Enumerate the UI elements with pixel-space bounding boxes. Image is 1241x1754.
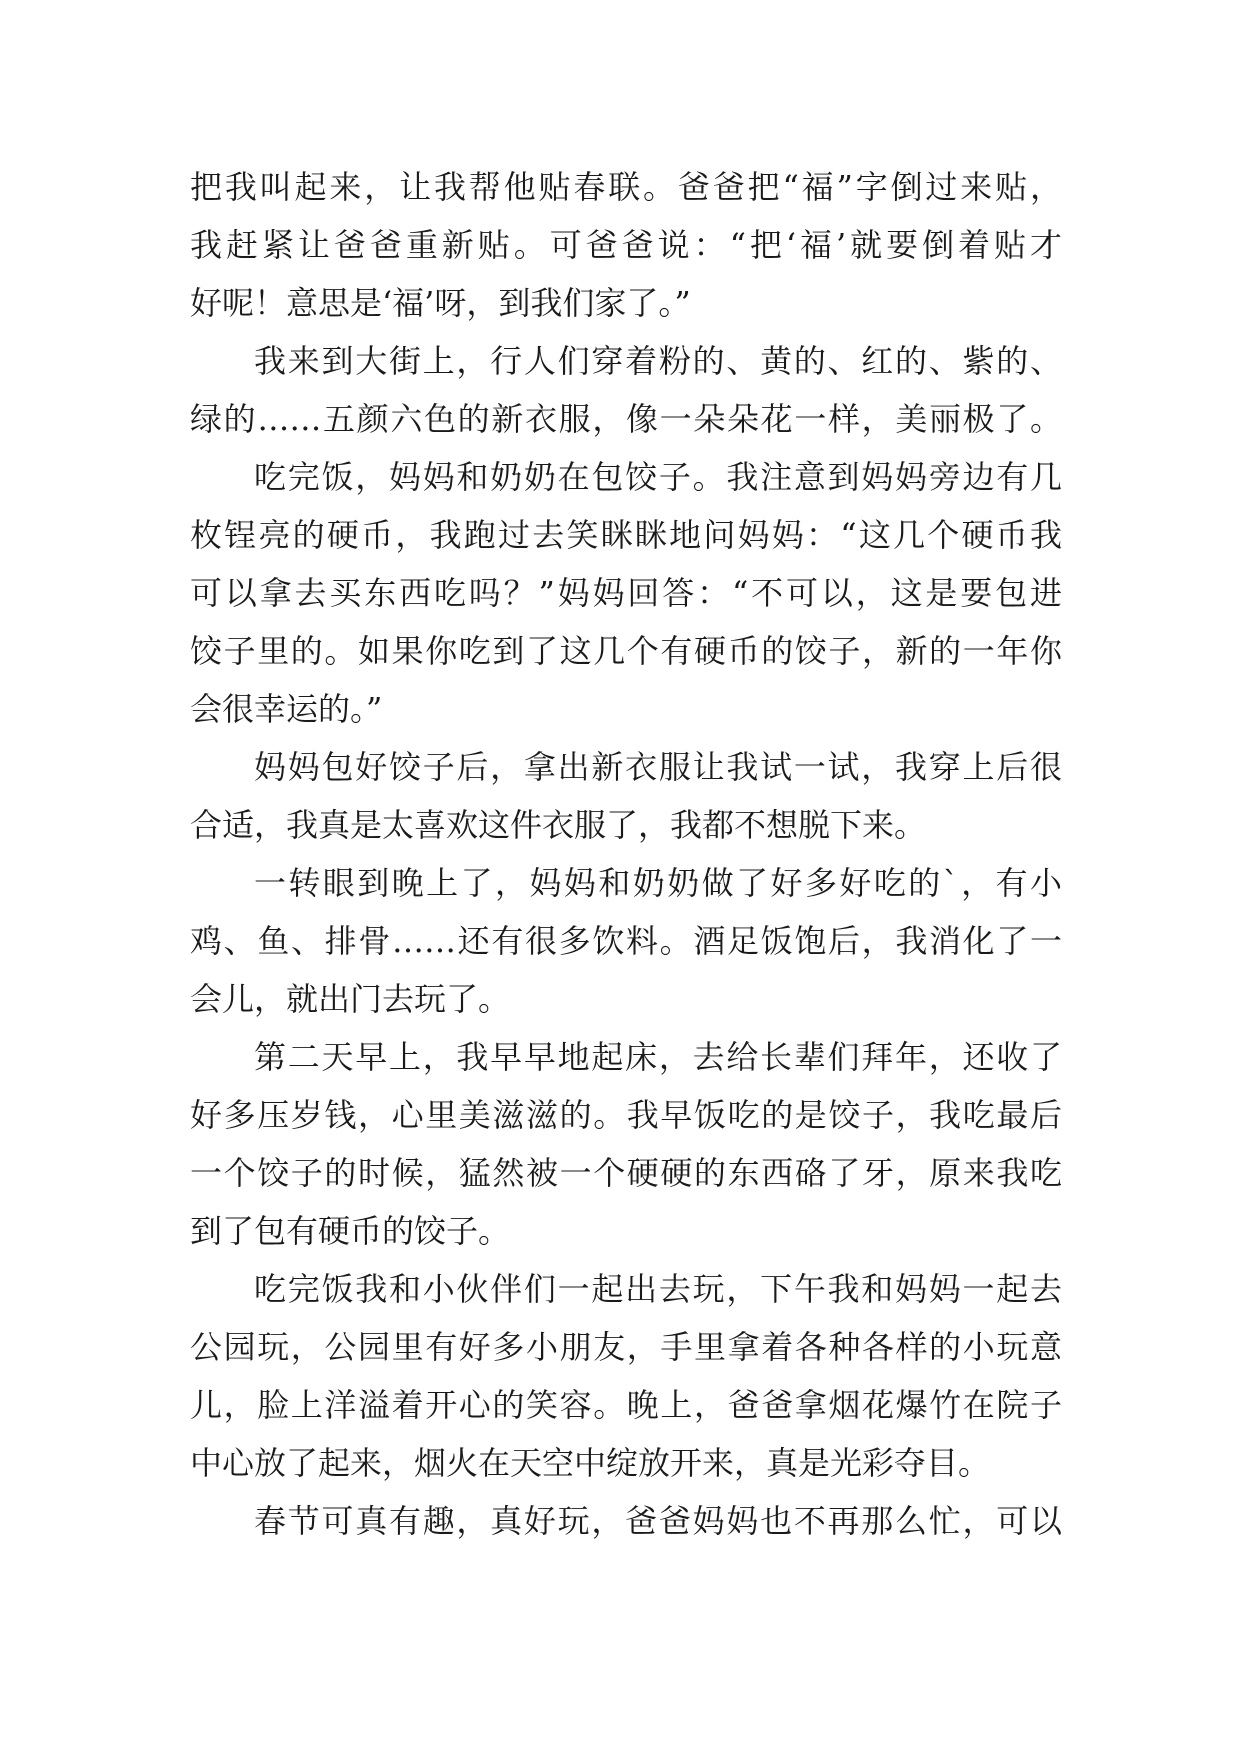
text-line: 合适，我真是太喜欢这件衣服了，我都不想脱下来。 [190, 806, 927, 844]
text-line: 中心放了起来，烟火在天空中绽放开来，真是光彩夺目。 [190, 1444, 991, 1482]
text-line: 鸡、鱼、排骨……还有很多饮料。酒足饭饱后，我消化了一 [190, 922, 1062, 960]
text-line: 一个饺子的时候，猛然被一个硬硬的东西硌了牙，原来我吃 [190, 1154, 1062, 1192]
text-line: 妈妈包好饺子后，拿出新衣服让我试一试，我穿上后很 [254, 748, 1062, 786]
text-line: 会儿，就出门去玩了。 [190, 980, 511, 1018]
text-line: 吃完饭我和小伙伴们一起出去玩，下午我和妈妈一起去 [254, 1270, 1062, 1308]
text-line: 第二天早上，我早早地起床，去给长辈们拜年，还收了 [254, 1038, 1062, 1076]
text-line: 我来到大街上，行人们穿着粉的、黄的、红的、紫的、 [254, 342, 1062, 380]
text-line: 好呢！意思是‘福’呀，到我们家了。” [190, 284, 691, 322]
text-line: 枚锃亮的硬币，我跑过去笑眯眯地问妈妈：“这几个硬币我 [190, 516, 1062, 554]
text-line: 饺子里的。如果你吃到了这几个有硬币的饺子，新的一年你 [190, 632, 1062, 670]
text-line: 把我叫起来，让我帮他贴春联。爸爸把“福”字倒过来贴， [190, 168, 1062, 206]
text-line: 可以拿去买东西吃吗？”妈妈回答：“不可以，这是要包进 [190, 574, 1062, 612]
body-text [190, 158, 1062, 1550]
text-line: 我赶紧让爸爸重新贴。可爸爸说：“把‘福’就要倒着贴才 [190, 226, 1062, 264]
text-line: 会很幸运的。” [190, 690, 383, 728]
text-line: 一转眼到晚上了，妈妈和奶奶做了好多好吃的`，有小 [254, 864, 1062, 902]
text-line: 好多压岁钱，心里美滋滋的。我早饭吃的是饺子，我吃最后 [190, 1096, 1062, 1134]
text-line: 公园玩，公园里有好多小朋友，手里拿着各种各样的小玩意 [190, 1328, 1062, 1366]
text-line: 吃完饭，妈妈和奶奶在包饺子。我注意到妈妈旁边有几 [254, 458, 1062, 496]
text-line: 绿的……五颜六色的新衣服，像一朵朵花一样，美丽极了。 [190, 400, 1062, 438]
text-line: 春节可真有趣，真好玩，爸爸妈妈也不再那么忙，可以 [254, 1502, 1062, 1540]
text-line: 儿，脸上洋溢着开心的笑容。晚上，爸爸拿烟花爆竹在院子 [190, 1386, 1062, 1424]
text-line: 到了包有硬币的饺子。 [190, 1212, 511, 1250]
